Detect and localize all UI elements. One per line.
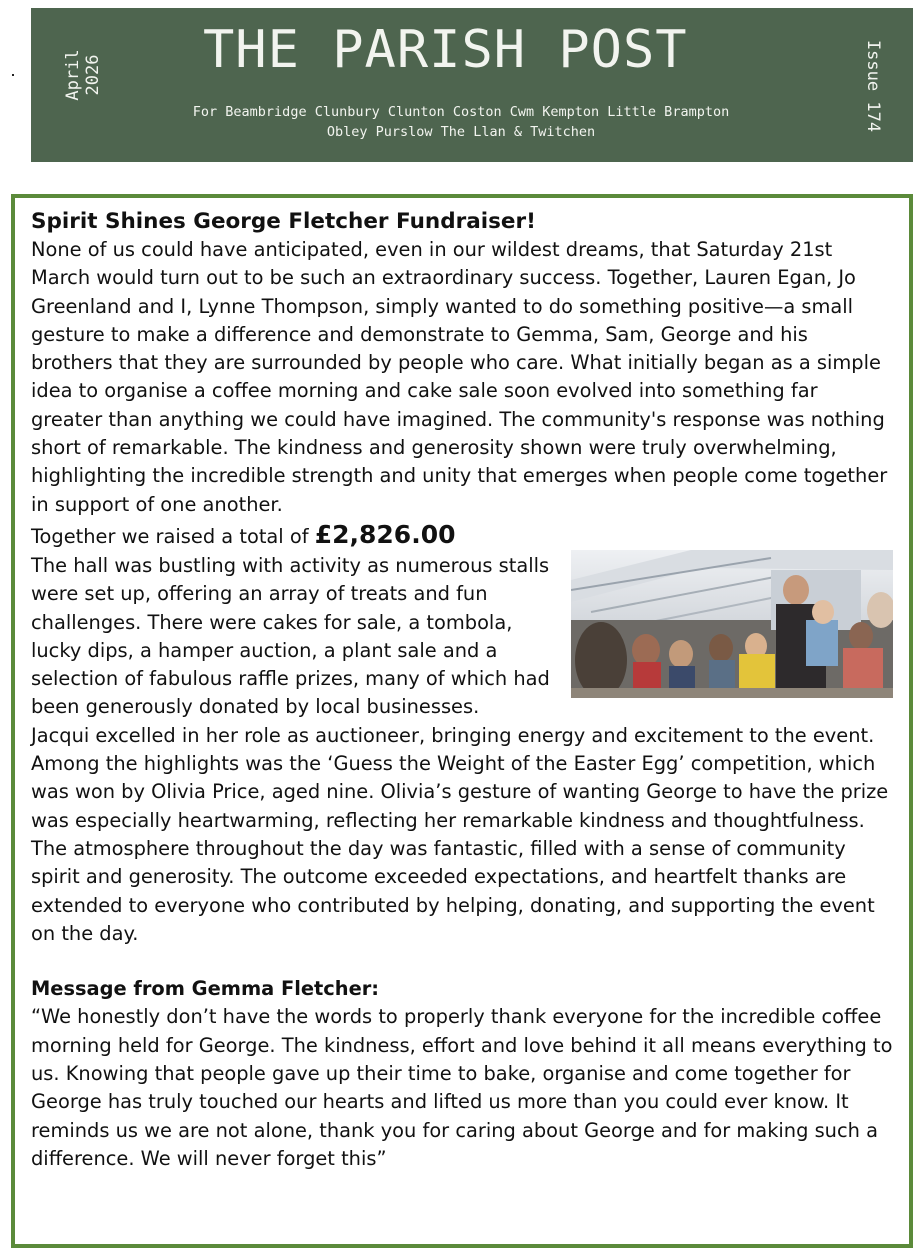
event-hall-photo — [571, 550, 893, 698]
article-headline: Spirit Shines George Fletcher Fundraiser! — [31, 209, 536, 234]
village-list-line-1: For Beambridge Clunbury Clunton Coston Cwm Kempton Little Brampton — [192, 104, 730, 120]
message-paragraph: “We honestly don’t have the words to properly thank everyone for the incredible coffee morning held for George. The kindness, effort and love behind it all means everything to us. Knowing that people gave up their time to bake, organise and come together for George has truly touched our hearts and lifted us more than you could ever know. It reminds us we are not alone, thank you for caring about George and for making such a difference. We will never forget this” — [31, 1005, 893, 1170]
atmosphere-paragraph: The atmosphere throughout the day was fantastic, filled with a sense of community spirit and generosity. The outcome exceeded expectations, and heartfelt thanks are extended to everyone who contributed by helping, donating, and supporting the event on the day. — [31, 836, 875, 945]
total-prefix: Together we raised a total of — [31, 524, 315, 548]
issue-number: Issue 174 — [863, 39, 883, 133]
total-amount: £2,826.00 — [314, 519, 456, 549]
issue-year: 2026 — [83, 54, 103, 96]
intro-paragraph: None of us could have anticipated, even in our wildest dreams, that Saturday 21st March would turn out to be such an extraordinary success. Together, Lauren Egan, Jo Greenland and I, Lynne Thompson, simply wanted to do something positive—a small gesture to make a difference and demonstrate to Gemma, Sam, George and his brothers that they are surrounded by people who care. What initially began as a simple idea to organise a coffee morning and cake sale soon evolved into something far greater than anything we could have imagined. The community's response was nothing short of remarkable. The kindness and generosity shown were truly overwhelming, highlighting the incredible strength and unity that emerges when people come together in support of one another. — [31, 238, 888, 516]
stray-dot — [12, 74, 14, 76]
newsletter-title: THE PARISH POST — [203, 20, 688, 80]
stalls-paragraph: The hall was bustling with activity as numerous stalls were set up, offering an array of treats and fun challenges. There were cakes for sale, a tombola, lucky dips, a hamper auction, a plant sale and a selection of fabulous raffle prizes, many of which had been generously donated by local businesses. — [31, 553, 550, 719]
masthead — [31, 8, 913, 162]
issue-date — [63, 49, 103, 100]
article-body — [31, 208, 893, 1173]
spacer — [31, 948, 893, 975]
article-box — [11, 194, 913, 1248]
village-list — [141, 102, 781, 142]
village-list-line-2: Obley Purslow The Llan & Twitchen — [326, 124, 596, 140]
total-line — [31, 520, 893, 552]
message-heading: Message from Gemma Fletcher: — [31, 977, 380, 1001]
issue-month: April — [63, 49, 83, 101]
auction-paragraph: Jacqui excelled in her role as auctioneer, bringing energy and excitement to the event. Among the highlights was the ‘Guess the Weight of the Easter Egg’ competition, which was won by Olivia Price, aged nine. Olivia’s gesture of wanting George to have the prize was especially heartwarming, reflecting her remarkable kindness and thoughtfulness. — [31, 723, 889, 832]
